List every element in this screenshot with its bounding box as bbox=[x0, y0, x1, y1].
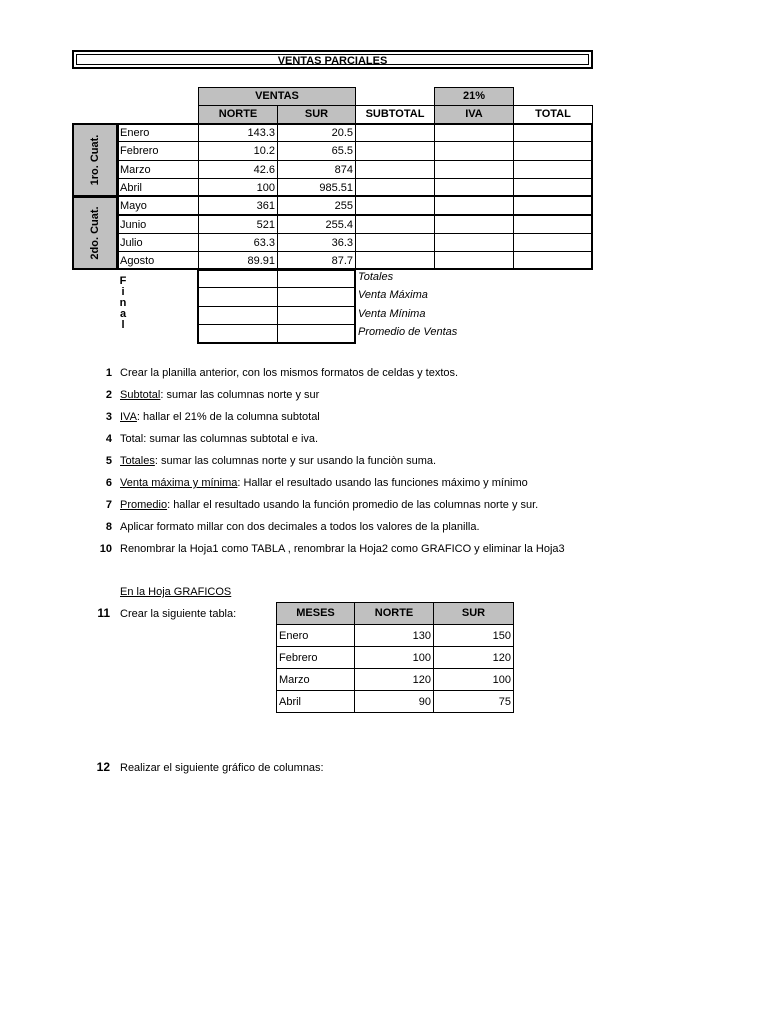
final-row-label: Promedio de Ventas bbox=[358, 325, 458, 338]
table2-cell: 130 bbox=[354, 624, 434, 647]
instruction-body: Crear la planilla anterior, con los mismos formatos de celdas y textos. bbox=[120, 367, 459, 379]
cell-sur: 36.3 bbox=[277, 233, 356, 252]
instruction-keyword: Venta máxima y mínima bbox=[120, 477, 238, 489]
graficos-heading: En la Hoja GRAFICOS bbox=[120, 586, 232, 598]
instruction-keyword: IVA bbox=[120, 411, 137, 423]
instruction-text bbox=[120, 389, 319, 401]
instruction-number: 1 bbox=[105, 367, 112, 379]
final-row-label: Venta Máxima bbox=[358, 289, 428, 302]
cell-month: Enero bbox=[117, 123, 199, 142]
header-total: TOTAL bbox=[513, 105, 593, 124]
table2-header: SUR bbox=[433, 602, 514, 625]
instruction-number: 7 bbox=[105, 499, 112, 511]
table2-cell: 120 bbox=[354, 668, 434, 691]
instruction-body: Aplicar formato millar con dos decimales a todos los valores de la planilla. bbox=[120, 521, 480, 533]
header-iva: IVA bbox=[434, 105, 514, 124]
final-letter: i bbox=[121, 286, 125, 298]
cell-month: Julio bbox=[117, 233, 199, 252]
instruction-number: 4 bbox=[105, 433, 112, 445]
instruction-text bbox=[120, 411, 320, 423]
instruction-keyword: Subtotal bbox=[120, 389, 161, 401]
table2-cell: 90 bbox=[354, 690, 434, 713]
step11-text: Crear la siguiente tabla: bbox=[120, 608, 237, 620]
instruction-number: 6 bbox=[105, 477, 112, 489]
instruction-body: : sumar las columnas norte y sur usando la funciòn suma. bbox=[154, 455, 437, 467]
cell-month: Agosto bbox=[117, 251, 199, 270]
cell-sur: 20.5 bbox=[277, 123, 356, 142]
sheet-title: VENTAS PARCIALES bbox=[76, 54, 589, 65]
instruction-number: 8 bbox=[105, 521, 112, 533]
header-norte: NORTE bbox=[198, 105, 278, 124]
header-rate: 21% bbox=[434, 87, 514, 106]
table2-cell: 120 bbox=[433, 646, 514, 669]
sheet-title-box bbox=[72, 50, 593, 69]
table2-cell: 75 bbox=[433, 690, 514, 713]
final-letter: a bbox=[119, 308, 127, 320]
cell-month: Junio bbox=[117, 215, 199, 234]
table2-header: NORTE bbox=[354, 602, 434, 625]
cell-sur: 255.4 bbox=[277, 215, 356, 234]
instruction-body: : hallar el 21% de la columna subtotal bbox=[136, 411, 320, 423]
instruction-number: 5 bbox=[105, 455, 112, 467]
cell-norte: 42.6 bbox=[198, 160, 278, 179]
header-sur: SUR bbox=[277, 105, 356, 124]
instruction-body: Renombrar la Hoja1 como TABLA , renombrar la Hoja2 como GRAFICO y eliminar la Hoja3 bbox=[120, 543, 565, 555]
table2-cell: 100 bbox=[433, 668, 514, 691]
cell-norte: 100 bbox=[198, 178, 278, 197]
table2-cell: Marzo bbox=[276, 668, 355, 691]
table2-outline bbox=[276, 602, 514, 713]
final-letter: l bbox=[121, 319, 125, 331]
instruction-keyword: Totales bbox=[120, 455, 155, 467]
header-ventas: VENTAS bbox=[198, 87, 356, 106]
group-divider bbox=[72, 195, 593, 197]
cell-month: Abril bbox=[117, 178, 199, 197]
step12-number: 12 bbox=[96, 760, 110, 774]
instruction-body: : hallar el resultado usando la función promedio de las columnas norte y sur. bbox=[167, 499, 539, 511]
cell-norte: 63.3 bbox=[198, 233, 278, 252]
instruction-text bbox=[120, 367, 458, 379]
instruction-number: 10 bbox=[99, 543, 112, 555]
cell-month: Febrero bbox=[117, 141, 199, 160]
table2-cell: 100 bbox=[354, 646, 434, 669]
cell-month: Mayo bbox=[117, 196, 199, 215]
instruction-text bbox=[120, 477, 528, 489]
table2-cell: Enero bbox=[276, 624, 355, 647]
table2-cell: 150 bbox=[433, 624, 514, 647]
cell-sur: 87.7 bbox=[277, 251, 356, 270]
final-row-label: Venta Mínima bbox=[358, 307, 426, 320]
cell-sur: 874 bbox=[277, 160, 356, 179]
cell-norte: 143.3 bbox=[198, 123, 278, 142]
cell-norte: 521 bbox=[198, 215, 278, 234]
instruction-text bbox=[120, 433, 318, 445]
instruction-text bbox=[120, 455, 436, 467]
group-q1: 1ro. Cuat. bbox=[72, 123, 118, 197]
cell-norte: 10.2 bbox=[198, 141, 278, 160]
step11-number: 11 bbox=[97, 606, 110, 620]
cell-month: Marzo bbox=[117, 160, 199, 179]
cell-sur: 985.51 bbox=[277, 178, 356, 197]
final-letter: F bbox=[119, 275, 127, 287]
instruction-keyword: Promedio bbox=[120, 499, 168, 511]
cell-sur: 255 bbox=[277, 196, 356, 215]
final-row-label: Totales bbox=[358, 271, 394, 283]
instruction-number: 3 bbox=[105, 411, 112, 423]
table2-header: MESES bbox=[276, 602, 355, 625]
step12-text: Realizar el siguiente gráfico de columnas: bbox=[120, 762, 324, 774]
instruction-body: Total: sumar las columnas subtotal e iva. bbox=[120, 433, 319, 445]
group-q2: 2do. Cuat. bbox=[72, 196, 118, 270]
cell-sur: 65.5 bbox=[277, 141, 356, 160]
instruction-body: : sumar las columnas norte y sur bbox=[160, 389, 320, 401]
instruction-text bbox=[120, 543, 565, 555]
table2-cell: Febrero bbox=[276, 646, 355, 669]
instruction-body: : Hallar el resultado usando las funciones máximo y mínimo bbox=[237, 477, 528, 489]
cell-norte: 89.91 bbox=[198, 251, 278, 270]
final-grid-outline bbox=[197, 269, 356, 344]
header-subtotal: SUBTOTAL bbox=[355, 105, 435, 124]
cell-norte: 361 bbox=[198, 196, 278, 215]
final-letter: n bbox=[119, 297, 127, 309]
instruction-number: 2 bbox=[105, 389, 112, 401]
instruction-text bbox=[120, 499, 538, 511]
instruction-text bbox=[120, 521, 480, 533]
table2-cell: Abril bbox=[276, 690, 355, 713]
